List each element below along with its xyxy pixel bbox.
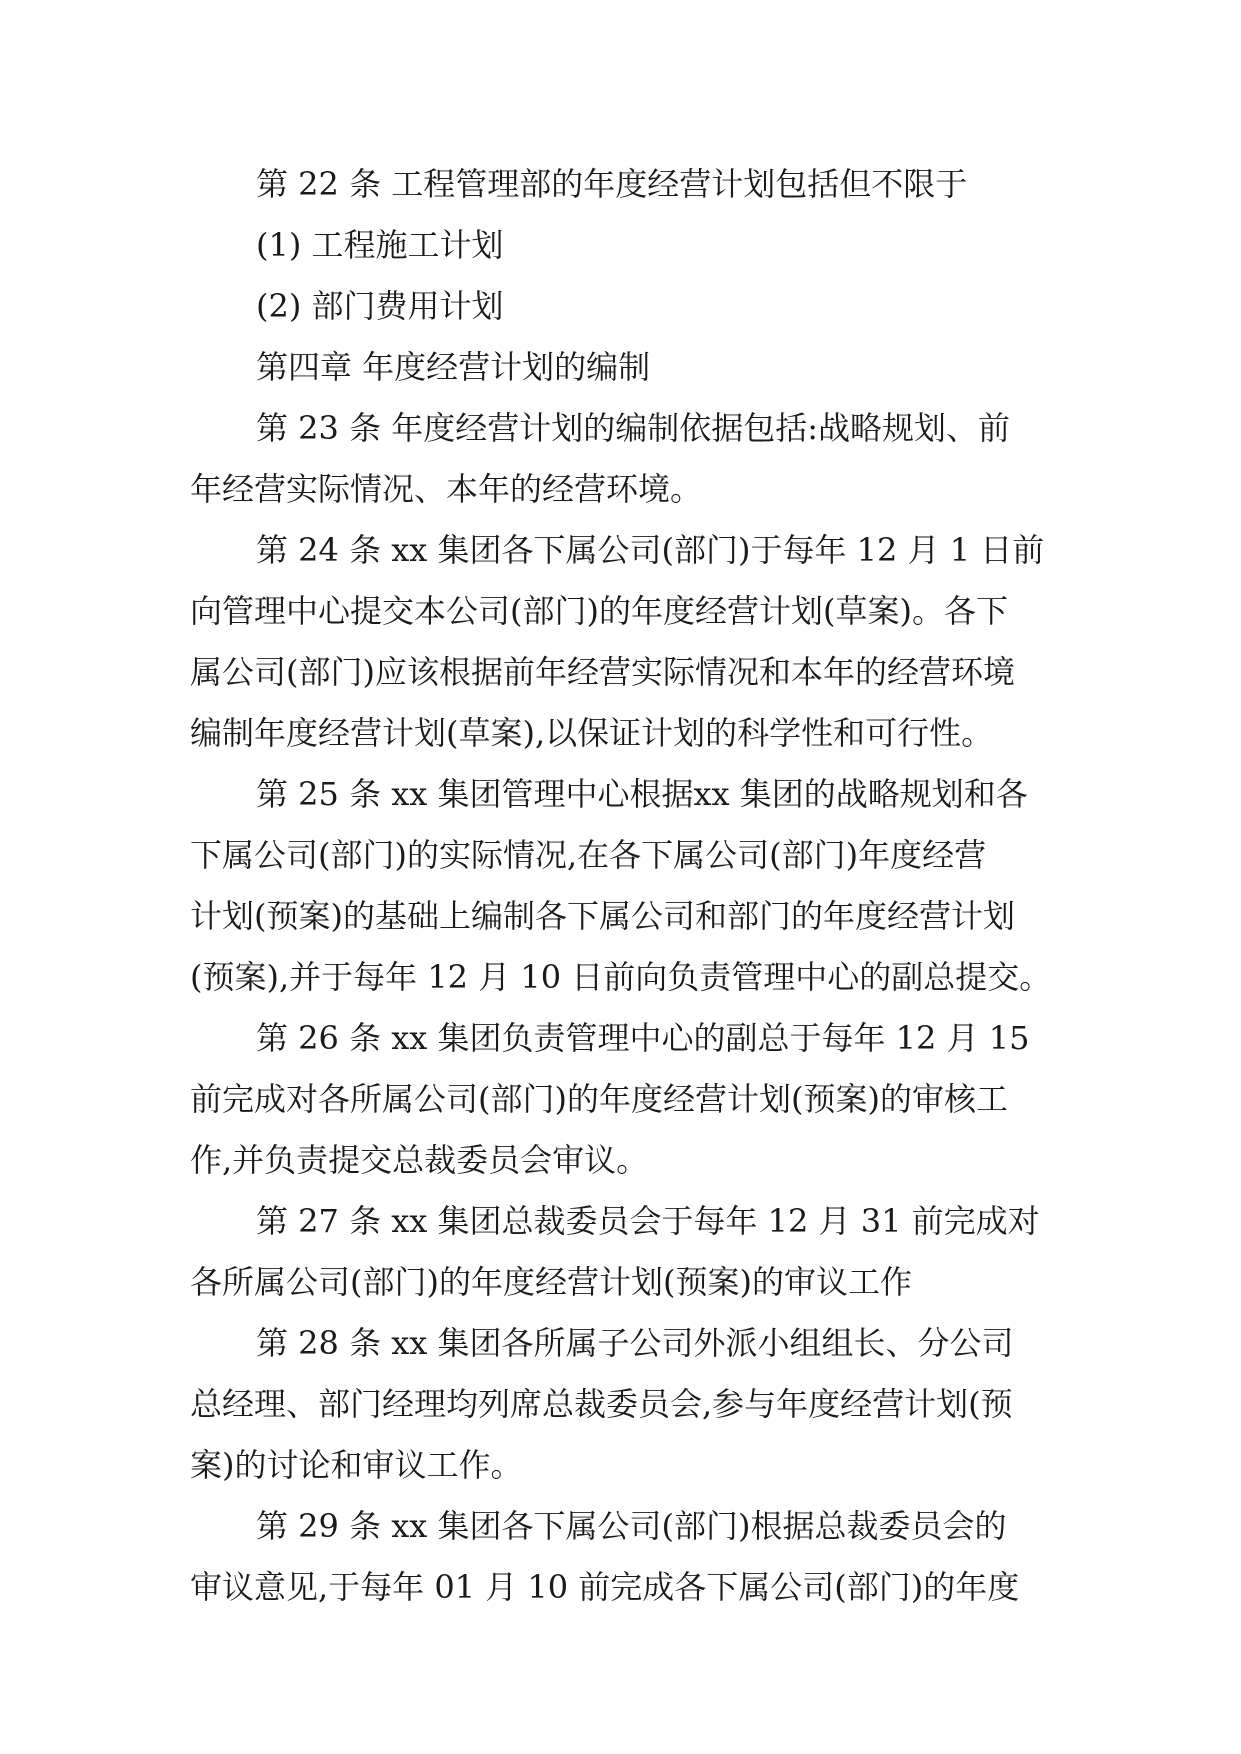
- text-line: 第 29 条 xx 集团各下属公司(部门)根据总裁委员会的: [256, 1507, 1007, 1545]
- text-line: 第 26 条 xx 集团负责管理中心的副总于每年 12 月 15: [256, 1019, 1030, 1057]
- text-line: 前完成对各所属公司(部门)的年度经营计划(预案)的审核工: [190, 1080, 1008, 1118]
- text-line: 审议意见,于每年 01 月 10 前完成各下属公司(部门)的年度: [190, 1568, 1020, 1606]
- text-line: 案)的讨论和审议工作。: [190, 1446, 523, 1484]
- text-line: 向管理中心提交本公司(部门)的年度经营计划(草案)。各下: [190, 592, 1008, 630]
- text-line: (1) 工程施工计划: [256, 226, 504, 264]
- text-line: 第 24 条 xx 集团各下属公司(部门)于每年 12 月 1 日前: [256, 531, 1045, 569]
- text-line: 下属公司(部门)的实际情况,在各下属公司(部门)年度经营: [190, 836, 987, 874]
- text-line: 属公司(部门)应该根据前年经营实际情况和本年的经营环境: [190, 653, 1015, 691]
- text-line: (预案),并于每年 12 月 10 日前向负责管理中心的副总提交。: [190, 958, 1052, 996]
- text-line: 第 28 条 xx 集团各所属子公司外派小组组长、分公司: [256, 1324, 1014, 1362]
- text-line: 第 22 条 工程管理部的年度经营计划包括但不限于: [256, 165, 968, 203]
- text-line: 计划(预案)的基础上编制各下属公司和部门的年度经营计划: [190, 897, 1015, 935]
- text-line: 第 23 条 年度经营计划的编制依据包括:战略规划、前: [256, 409, 1011, 447]
- text-line: 总经理、部门经理均列席总裁委员会,参与年度经营计划(预: [190, 1385, 1013, 1423]
- text-line: 编制年度经营计划(草案),以保证计划的科学性和可行性。: [190, 714, 994, 752]
- text-line: 各所属公司(部门)的年度经营计划(预案)的审议工作: [190, 1263, 912, 1301]
- text-line: 第四章 年度经营计划的编制: [256, 348, 651, 386]
- text-line: 第 27 条 xx 集团总裁委员会于每年 12 月 31 前完成对: [256, 1202, 1040, 1240]
- text-line: 作,并负责提交总裁委员会审议。: [190, 1141, 649, 1179]
- text-line: 第 25 条 xx 集团管理中心根据xx 集团的战略规划和各: [256, 775, 1028, 813]
- document-body: [190, 154, 1060, 1618]
- text-line: 年经营实际情况、本年的经营环境。: [190, 470, 703, 508]
- text-line: (2) 部门费用计划: [256, 287, 504, 325]
